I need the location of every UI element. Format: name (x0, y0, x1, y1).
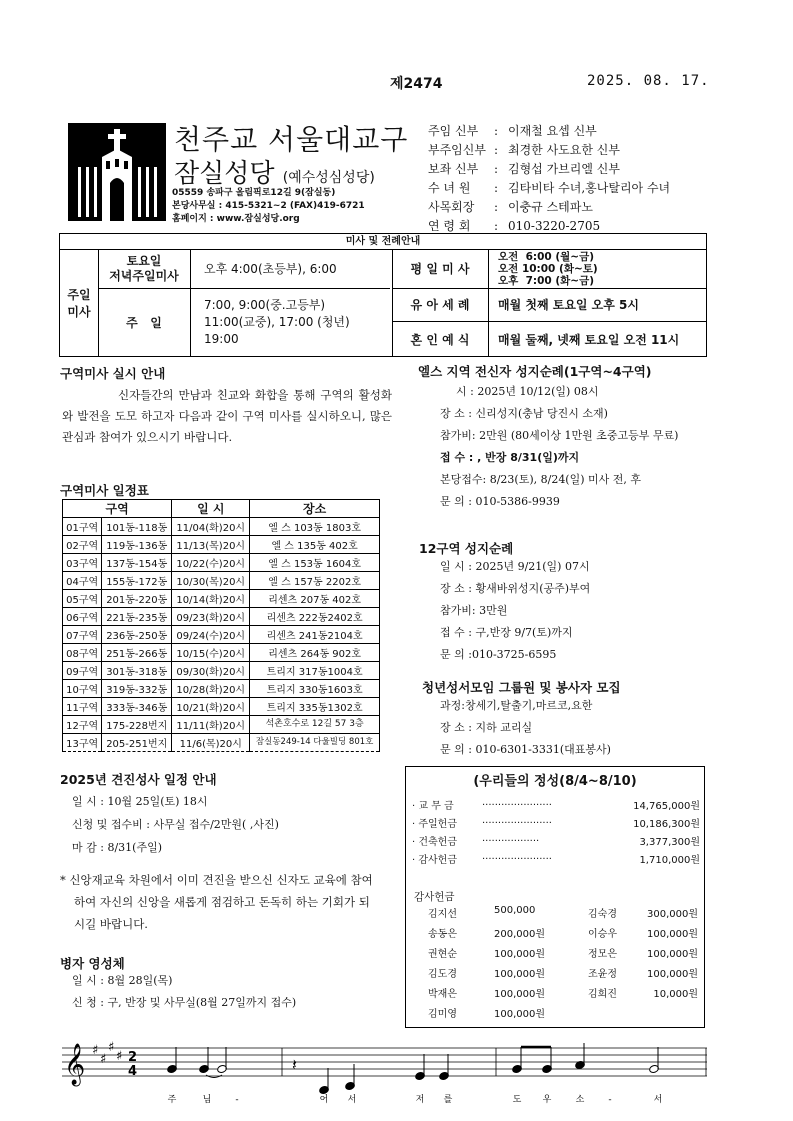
svg-text:2: 2 (128, 1050, 138, 1065)
offering-label: · 건축헌금 (412, 837, 457, 848)
mass-table-caption: 미사 및 전례안내 (60, 234, 706, 250)
staff-colon: : (494, 200, 499, 214)
place-cell: 엘 스 157동 2202호 (250, 572, 380, 590)
donor-name: 김지선 (428, 909, 457, 920)
staff-role: 연 령 회 (428, 219, 471, 233)
staff-colon: : (494, 162, 499, 176)
lyric-syllable: 저 (415, 1095, 425, 1105)
staff-colon: : (494, 181, 499, 195)
staff-role: 주임 신부 (428, 124, 479, 138)
buildings-cell: 236동-250동 (102, 626, 172, 644)
col-district: 구역 (63, 500, 172, 518)
issue-date: 2025. 08. 17. (587, 73, 710, 89)
donor-amount: 100,000원 (494, 949, 546, 960)
col-place: 장소 (250, 500, 380, 518)
music-staff (62, 1038, 707, 1108)
donor-name: 김도경 (428, 969, 457, 980)
mass-table (59, 233, 707, 357)
schedule-row (63, 536, 380, 554)
donor-name: 김미영 (428, 1009, 457, 1020)
place-cell: 리센츠 264동 902호 (250, 644, 380, 662)
youth-bible-details (440, 695, 611, 761)
district-cell: 06구역 (63, 608, 102, 626)
buildings-cell: 175-228번지 (102, 716, 172, 734)
donor-name: 이승우 (588, 929, 617, 940)
buildings-cell: 137동-154동 (102, 554, 172, 572)
offering-dots: ...................... (482, 815, 552, 826)
detail-line: 마 감 : 8/31(주일) (72, 841, 162, 854)
detail-line: 신 청 : 구, 반장 및 사무실(8월 27일까지 접수) (72, 996, 297, 1009)
lyric-syllable: - (235, 1095, 239, 1105)
donor-amount: 100,000원 (494, 989, 546, 1000)
donor-name: 김희진 (588, 989, 617, 1000)
staff-role: 부주임신부 (428, 143, 486, 157)
lyrics (168, 1093, 663, 1105)
confirmation-details (72, 790, 279, 859)
district-cell: 13구역 (63, 734, 102, 752)
datetime-cell: 10/21(화)20시 (172, 698, 250, 716)
datetime-cell: 10/22(수)20시 (172, 554, 250, 572)
staff-role: 보좌 신부 (428, 162, 479, 176)
schedule-row (63, 590, 380, 608)
buildings-cell: 101동-118동 (102, 518, 172, 536)
schedule-row (63, 716, 380, 734)
lyric-syllable: - (608, 1095, 612, 1105)
sick-communion-details (72, 970, 296, 1014)
donor-name: 권현순 (428, 949, 457, 960)
saturday-mass-label: 토요일 저녁주일미사 (109, 253, 179, 283)
district-cell: 11구역 (63, 698, 102, 716)
schedule-row (63, 644, 380, 662)
schedule-row (63, 698, 380, 716)
col-datetime: 일 시 (172, 500, 250, 518)
parish-phone: 본당사무실 : 415-5321~2 (FAX)419-6721 (172, 201, 365, 211)
svg-text:♯: ♯ (108, 1040, 115, 1055)
offering-row (412, 851, 700, 866)
pilgrim-ls-details (440, 381, 678, 513)
buildings-cell: 221동-235동 (102, 608, 172, 626)
svg-text:♯: ♯ (116, 1049, 123, 1064)
district-cell: 02구역 (63, 536, 102, 554)
schedule-row (63, 662, 380, 680)
datetime-cell: 09/30(화)20시 (172, 662, 250, 680)
staff-row (428, 198, 670, 217)
district-cell: 09구역 (63, 662, 102, 680)
key-signature-icon (92, 1040, 122, 1067)
detail-line: 참가비: 2만원 (80세이상 1만원 초중고등부 무료) (440, 429, 679, 442)
donor-amount: 200,000원 (494, 929, 546, 940)
time-signature-icon (128, 1050, 137, 1079)
donor-name: 박재은 (428, 989, 457, 1000)
parish-subtitle: (예수성심성당) (282, 170, 375, 186)
detail-line: 과정:창세기,탈출기,마르코,요한 (440, 699, 593, 712)
detail-line: 문 의 : 010-6301-3331(대표봉사) (440, 743, 611, 756)
district-cell: 01구역 (63, 518, 102, 536)
confirmation-note: * 신앙재교육 차원에서 이미 견진을 받으신 신자도 교육에 참여하여 자신의 신앙을 새롭게 점검하고 돈독히 하는 기회가 되시길 바랍니다. (60, 873, 373, 931)
staff-value: 김타비타 수녀,홍나탈리아 수녀 (508, 181, 671, 195)
sunday-mass-label: 주일 미사 (67, 288, 91, 319)
district-cell: 12구역 (63, 716, 102, 734)
offering-title: (우리들의 정성(8/4~8/10) (473, 774, 637, 789)
offering-row (412, 833, 700, 848)
weekday-mass-label: 평 일 미 사 (410, 262, 470, 276)
detail-line: 참가비: 3만원 (440, 604, 508, 617)
treble-clef-icon: 𝄞 (64, 1044, 86, 1085)
lyric-syllable: 우 (542, 1095, 552, 1105)
district-schedule-table (62, 499, 380, 752)
donor-amount: 100,000원 (646, 929, 698, 940)
district-schedule-title: 구역미사 일정표 (60, 483, 149, 498)
offering-amount: 10,186,300원 (633, 819, 700, 830)
gratitude-label: 감사헌금 (414, 891, 455, 903)
datetime-cell: 09/23(화)20시 (172, 608, 250, 626)
svg-text:♯: ♯ (100, 1052, 107, 1067)
detail-line: 신청 및 접수비 : 사무실 접수/2만원( ,사진) (72, 818, 279, 831)
buildings-cell: 119동-136동 (102, 536, 172, 554)
buildings-cell: 201동-220동 (102, 590, 172, 608)
staff-value: 010-3220-2705 (508, 219, 601, 233)
schedule-row (63, 518, 380, 536)
offering-label: · 교 무 금 (412, 801, 454, 812)
datetime-cell: 10/14(화)20시 (172, 590, 250, 608)
staff-value: 최경한 사도요한 신부 (508, 143, 620, 157)
lyric-syllable: 소 (575, 1095, 585, 1105)
donor-amount: 100,000원 (494, 969, 546, 980)
wedding-label: 혼 인 예 식 (410, 332, 470, 347)
district-cell: 07구역 (63, 626, 102, 644)
district-cell: 03구역 (63, 554, 102, 572)
staff-colon: : (494, 219, 499, 233)
datetime-cell: 11/13(목)20시 (172, 536, 250, 554)
church-logo-icon (68, 123, 166, 221)
datetime-cell: 10/15(수)20시 (172, 644, 250, 662)
detail-line: 장 소 : 황새바위성지(공주)부여 (440, 582, 591, 595)
buildings-cell: 205-251번지 (102, 734, 172, 752)
detail-line: 접 수 : , 반장 8/31(일)까지 (440, 451, 580, 464)
youth-bible-title: 청년성서모임 그룹원 및 봉사자 모집 (422, 680, 621, 695)
parish-address: 05559 송파구 올림픽로12길 9(잠실동) (172, 188, 336, 198)
parish-name: 잠실성당 (174, 159, 275, 189)
pilgrim-ls-title: 엘스 지역 전신자 성지순례(1구역~4구역) (418, 364, 652, 379)
donor-amount: 500,000 (494, 905, 536, 916)
staff-value: 이충규 스테파노 (508, 200, 593, 214)
saturday-mass-time: 오후 4:00(초등부), 6:00 (204, 262, 337, 276)
staff-colon: : (494, 124, 499, 138)
detail-line: 문 의 :010-3725-6595 (440, 648, 557, 661)
staff-role: 사목회장 (428, 200, 475, 214)
offering-dots: ...................... (482, 851, 552, 862)
detail-line: 시 : 2025년 10/12(일) 08시 (456, 385, 599, 398)
sick-communion-title: 병자 영성체 (60, 956, 125, 971)
offering-label: · 감사헌금 (412, 855, 457, 866)
staff-row (428, 141, 670, 160)
sunday-mass-times: 7:00, 9:00(중.고등부) 11:00(교중), 17:00 (청년) 19:00 (204, 298, 350, 346)
buildings-cell: 301동-318동 (102, 662, 172, 680)
weekday-mass-times: 오전 6:00 (월~금) 오전 10:00 (화~토) 오후 7:00 (화~금) (498, 250, 598, 287)
place-cell: 리센츠 222동2402호 (250, 608, 380, 626)
detail-line: 장 소 : 신리성지(충남 당진시 소재) (440, 407, 608, 420)
svg-text:♯: ♯ (92, 1043, 99, 1058)
lyric-syllable: 를 (443, 1095, 453, 1105)
offering-dots: ...................... (482, 797, 552, 808)
buildings-cell: 251동-266동 (102, 644, 172, 662)
datetime-cell: 10/30(목)20시 (172, 572, 250, 590)
staff-value: 이재철 요셉 신부 (508, 124, 597, 138)
donor-name: 김숙경 (588, 909, 617, 920)
schedule-row (63, 680, 380, 698)
schedule-row (63, 626, 380, 644)
lyric-syllable: 서 (347, 1095, 357, 1105)
offering-box (405, 766, 705, 1028)
district-cell: 10구역 (63, 680, 102, 698)
sunday-label: 주 일 (126, 316, 162, 330)
datetime-cell: 11/04(화)20시 (172, 518, 250, 536)
staff-value: 김형섭 가브리엘 신부 (508, 162, 620, 176)
place-cell: 잠실동249-14 다울빌딩 801호 (250, 734, 380, 752)
district-cell: 05구역 (63, 590, 102, 608)
place-cell: 엘 스 135동 402호 (250, 536, 380, 554)
place-cell: 리센츠 241동2104호 (250, 626, 380, 644)
buildings-cell: 319동-332동 (102, 680, 172, 698)
detail-line: 일 시 : 8월 28일(목) (72, 974, 173, 987)
lyric-syllable: 님 (202, 1095, 212, 1105)
schedule-row (63, 554, 380, 572)
pilgrim-12-title: 12구역 성지순례 (419, 541, 514, 556)
district-cell: 08구역 (63, 644, 102, 662)
donor-amount: 10,000원 (653, 989, 698, 1000)
district-mass-title: 구역미사 실시 안내 (60, 366, 166, 381)
detail-line: 일 시 : 10월 25일(토) 18시 (72, 795, 208, 808)
district-cell: 04구역 (63, 572, 102, 590)
parish-title-1: 천주교 서울대교구 (174, 123, 409, 156)
lyric-syllable: 주 (167, 1095, 177, 1105)
svg-text:4: 4 (128, 1064, 138, 1079)
staff-list (428, 122, 670, 236)
offering-amount: 1,710,000원 (639, 855, 700, 866)
district-mass-body: 신자들간의 만남과 친교와 화합을 통해 구역의 활성화와 발전을 도모 하고자 다음과 같이 구역 미사를 실시하오니, 많은 관심과 참여가 있으시기 바랍니다. (62, 388, 392, 444)
donor-amount: 300,000원 (646, 909, 698, 920)
place-cell: 트리지 335동1302호 (250, 698, 380, 716)
datetime-cell: 10/28(화)20시 (172, 680, 250, 698)
place-cell: 석촌호수로 12길 57 3층 (250, 716, 380, 734)
buildings-cell: 155동-172동 (102, 572, 172, 590)
schedule-row (63, 734, 380, 752)
donor-amount: 100,000원 (646, 949, 698, 960)
donor-amount: 100,000원 (494, 1009, 546, 1020)
lyric-syllable: 서 (653, 1095, 663, 1105)
issue-number: 제2474 (390, 76, 443, 92)
buildings-cell: 333동-346동 (102, 698, 172, 716)
confirmation-title: 2025년 견진성사 일정 안내 (60, 772, 217, 787)
pilgrim-12-details (440, 556, 590, 666)
offering-row (412, 815, 700, 830)
detail-line: 장 소 : 지하 교리실 (440, 721, 533, 734)
staff-colon: : (494, 143, 499, 157)
staff-row (428, 160, 670, 179)
donor-amount: 100,000원 (646, 969, 698, 980)
datetime-cell: 11/11(화)20시 (172, 716, 250, 734)
donor-name: 조윤정 (588, 969, 617, 980)
staff-row (428, 122, 670, 141)
infant-baptism-value: 매월 첫째 토요일 오후 5시 (498, 298, 639, 312)
rest-icon: 𝄽 (292, 1055, 297, 1074)
offering-label: · 주일헌금 (412, 819, 457, 830)
place-cell: 엘 스 153동 1604호 (250, 554, 380, 572)
datetime-cell: 09/24(수)20시 (172, 626, 250, 644)
detail-line: 문 의 : 010-5386-9939 (440, 495, 560, 508)
datetime-cell: 11/6(목)20시 (172, 734, 250, 752)
detail-line: 본당접수: 8/23(토), 8/24(일) 미사 전, 후 (440, 473, 642, 486)
offering-row (412, 797, 700, 812)
schedule-row (63, 572, 380, 590)
place-cell: 리센츠 207동 402호 (250, 590, 380, 608)
detail-line: 일 시 : 2025년 9/21(일) 07시 (440, 560, 590, 573)
wedding-value: 매월 둘째, 넷째 토요일 오전 11시 (498, 332, 680, 347)
schedule-row (63, 608, 380, 626)
place-cell: 엘 스 103동 1803호 (250, 518, 380, 536)
lyric-syllable: 도 (512, 1095, 522, 1105)
offering-dots: .................. (482, 833, 540, 844)
staff-role: 수 녀 원 (428, 181, 471, 195)
offering-amount: 14,765,000원 (633, 801, 700, 812)
offering-amount: 3,377,300원 (639, 837, 700, 848)
detail-line: 접 수 : 구,반장 9/7(토)까지 (440, 626, 573, 639)
donor-name: 송동은 (428, 929, 457, 940)
place-cell: 트리지 317동1004호 (250, 662, 380, 680)
place-cell: 트리지 330동1603호 (250, 680, 380, 698)
staff-row (428, 179, 670, 198)
parish-homepage: 홈페이지 : www.잠실성당.org (172, 214, 300, 224)
lyric-syllable: 어 (319, 1095, 329, 1105)
infant-baptism-label: 유 아 세 례 (410, 298, 470, 312)
donor-name: 정모은 (588, 949, 617, 960)
